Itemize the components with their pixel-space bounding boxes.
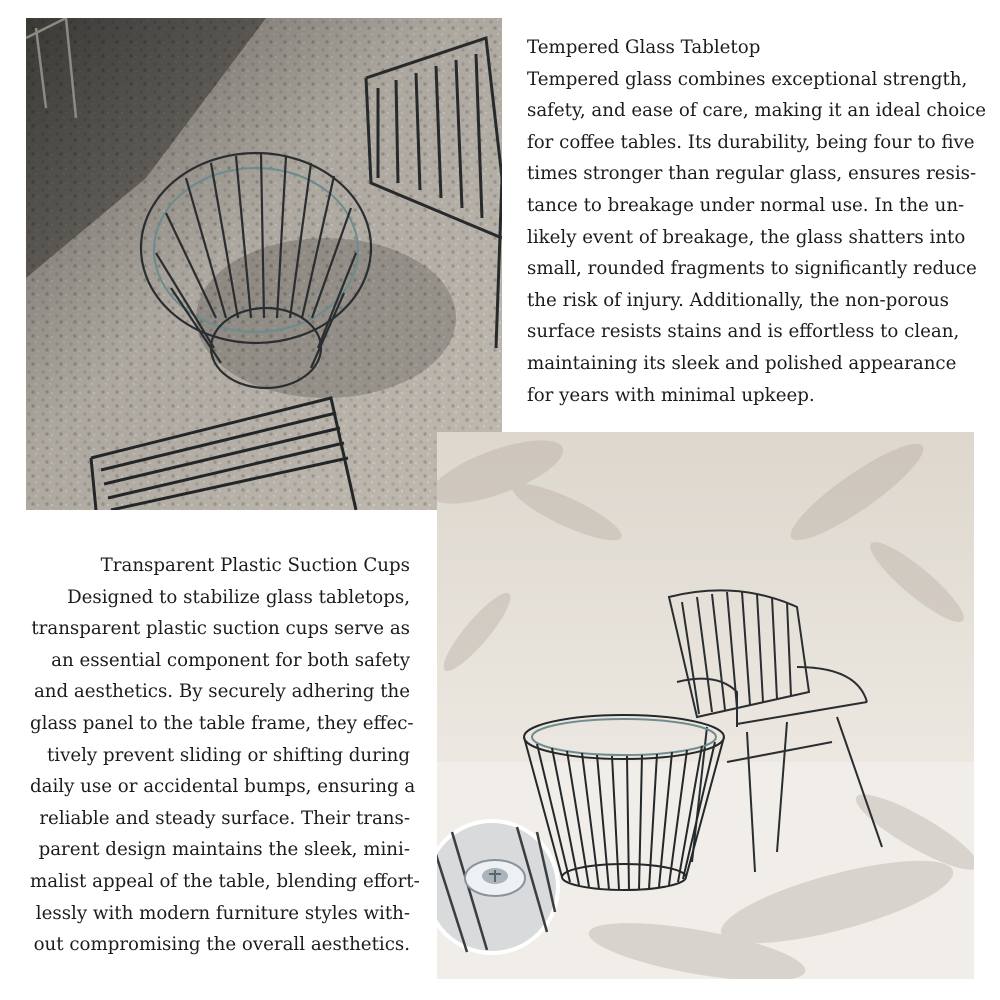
body-line: tively prevent sliding or shifting during	[46, 744, 410, 766]
body-line: lessly with modern furniture styles with-	[35, 902, 410, 924]
body-line: daily use or accidental bumps, ensuring a	[30, 776, 416, 798]
body-line: maintaining its sleek and polished appearance	[527, 352, 957, 374]
body-line: likely event of breakage, the glass shatters into	[527, 226, 966, 248]
body-line: malist appeal of the table, blending effort-	[30, 870, 420, 892]
wire-table-gravel-image	[26, 18, 502, 510]
photo-chair-and-table	[437, 432, 974, 979]
wire-chair-table-image	[437, 432, 974, 979]
suction-cups-body	[30, 582, 420, 961]
tempered-glass-section	[527, 32, 986, 411]
body-line: out compromising the overall aesthetics.	[33, 934, 410, 956]
body-line: Tempered glass combines exceptional strength,	[527, 68, 968, 90]
tempered-glass-body	[527, 64, 986, 412]
body-line: tance to breakage under normal use. In the un-	[527, 194, 965, 216]
body-line: the risk of injury. Additionally, the non-porous	[527, 289, 949, 311]
body-line: surface resists stains and is effortless to clean,	[527, 321, 960, 343]
body-line: times stronger than regular glass, ensures resis-	[527, 163, 977, 185]
body-line: Designed to stabilize glass tabletops,	[67, 586, 410, 608]
body-line: for coffee tables. Its durability, being four to five	[527, 131, 975, 153]
body-line: and aesthetics. By securely adhering the	[33, 681, 410, 703]
body-line: parent design maintains the sleek, mini-	[38, 839, 410, 861]
body-line: safety, and ease of care, making it an ideal choice	[527, 100, 986, 122]
suction-cups-section	[30, 550, 420, 961]
body-line: an essential component for both safety	[51, 649, 410, 671]
body-line: transparent plastic suction cups serve as	[31, 618, 410, 640]
photo-table-top-view	[26, 18, 502, 510]
tempered-glass-title: Tempered Glass Tabletop	[527, 37, 761, 58]
body-line: small, rounded fragments to significantly reduce	[527, 258, 977, 280]
body-line: for years with minimal upkeep.	[527, 384, 815, 406]
body-line: glass panel to the table frame, they effec-	[30, 712, 414, 734]
body-line: reliable and steady surface. Their trans-	[39, 807, 410, 829]
suction-cups-title: Transparent Plastic Suction Cups	[100, 555, 410, 576]
